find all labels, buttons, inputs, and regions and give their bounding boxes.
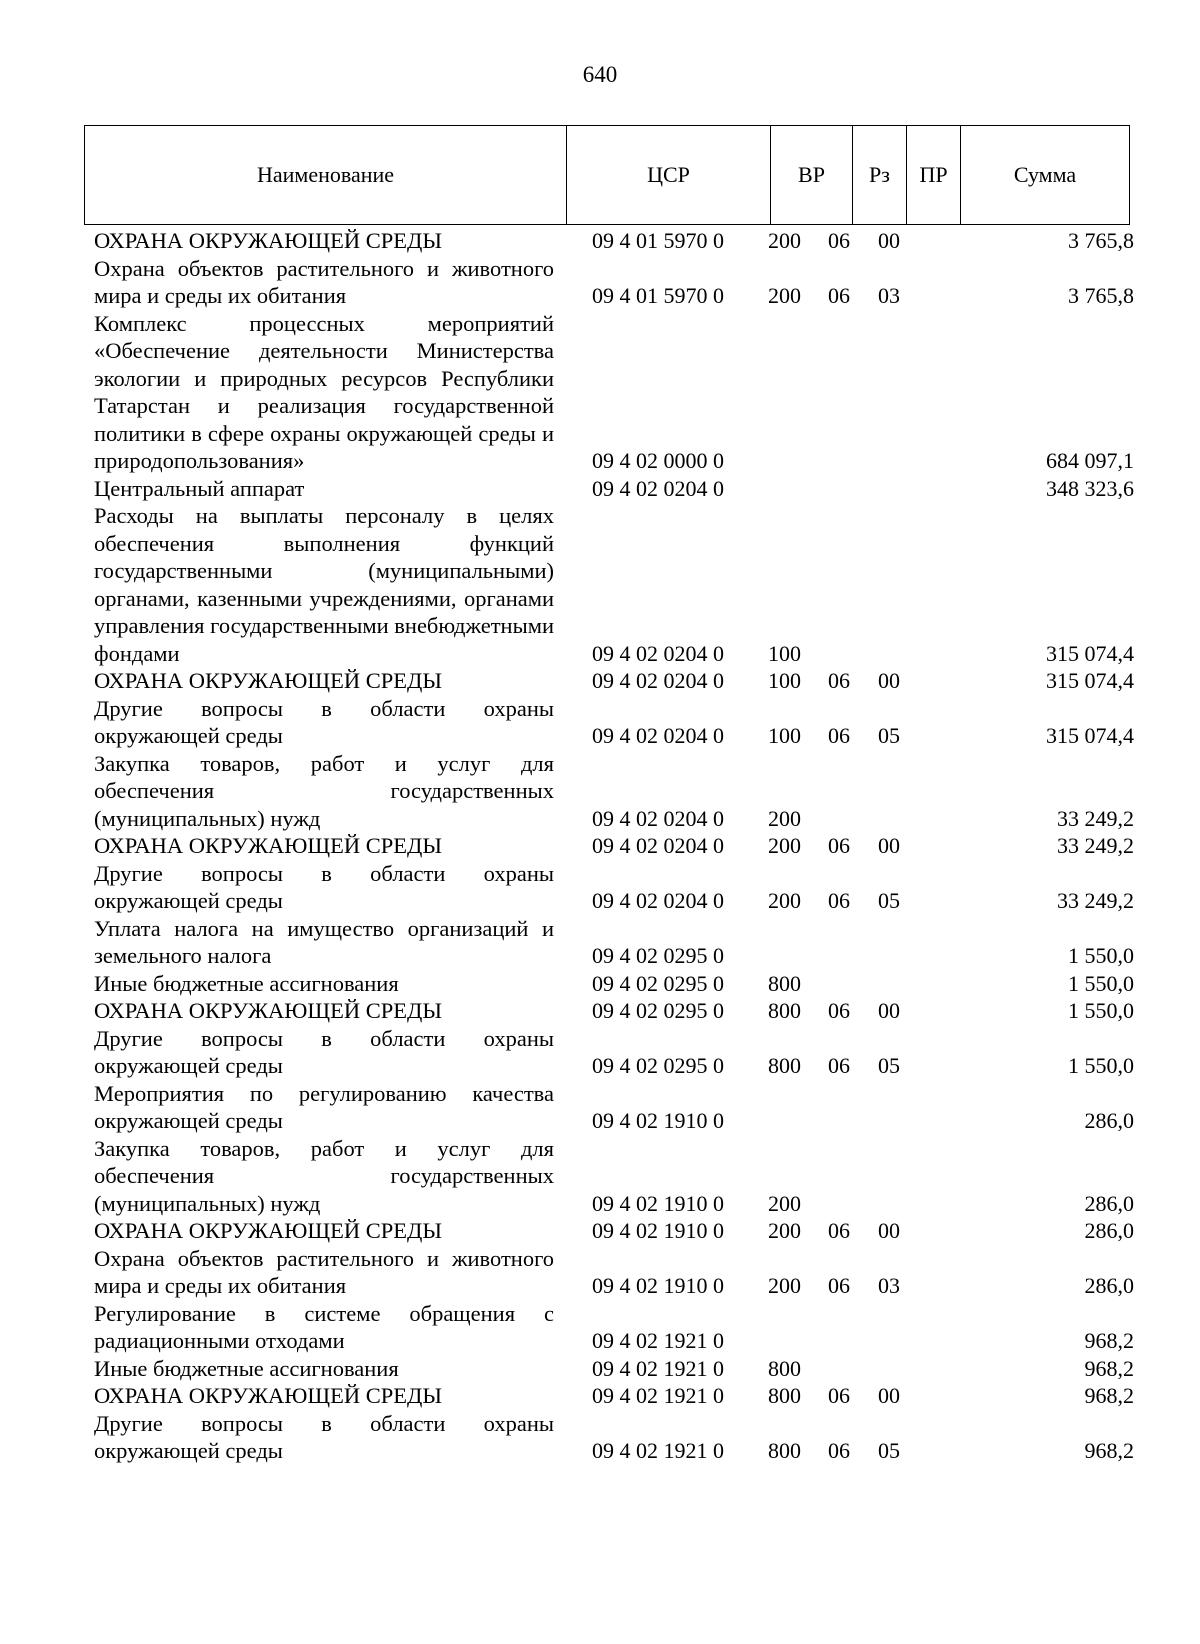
row-name: Комплекс процессных мероприятий «Обеспечение деятельности Министерства экологии и природных ресурсов Республики Татарстан и реализация государственной политики в сфере охраны окружающей среды и природопользования» (94, 310, 554, 473)
row-csr: 09 4 02 1910 0 (592, 1273, 724, 1298)
table-row (94, 997, 1154, 1025)
row-vr: 200 (768, 283, 801, 308)
row-vr: 100 (768, 723, 801, 748)
row-name: Другие вопросы в области охраны окружающей среды (94, 695, 554, 748)
row-name: Регулирование в системе обращения с радиационными отходами (94, 1300, 554, 1353)
row-name: Мероприятия по регулированию качества окружающей среды (94, 1080, 554, 1133)
row-sum: 968,2 (1084, 1383, 1134, 1408)
row-pr: 05 (878, 1053, 900, 1078)
table-row (94, 832, 1154, 860)
row-pr: 05 (878, 888, 900, 913)
header-name: Наименование (85, 126, 567, 224)
row-rz: 06 (828, 833, 850, 858)
row-pr: 00 (878, 998, 900, 1023)
row-sum: 684 097,1 (1046, 448, 1134, 473)
row-name: ОХРАНА ОКРУЖАЮЩЕЙ СРЕДЫ (94, 833, 442, 858)
row-sum: 286,0 (1084, 1218, 1134, 1243)
row-name: ОХРАНА ОКРУЖАЮЩЕЙ СРЕДЫ (94, 998, 442, 1023)
table-row (94, 1135, 1154, 1218)
row-pr: 00 (878, 833, 900, 858)
header-rz: Рз (853, 126, 907, 224)
row-rz: 06 (828, 723, 850, 748)
table-row (94, 860, 1154, 915)
row-pr: 00 (878, 228, 900, 253)
table-row (94, 255, 1154, 310)
row-sum: 1 550,0 (1068, 1053, 1134, 1078)
row-rz: 06 (828, 283, 850, 308)
table-row (94, 502, 1154, 667)
row-name: Другие вопросы в области охраны окружающей среды (94, 1025, 554, 1078)
row-sum: 33 249,2 (1057, 888, 1134, 913)
row-csr: 09 4 01 5970 0 (592, 228, 724, 253)
row-sum: 315 074,4 (1046, 668, 1134, 693)
table-row (94, 667, 1154, 695)
row-rz: 06 (828, 228, 850, 253)
row-vr: 200 (768, 805, 801, 831)
row-vr: 200 (768, 1218, 801, 1243)
header-sum: Сумма (1013, 162, 1077, 187)
row-rz: 06 (828, 998, 850, 1023)
row-name: ОХРАНА ОКРУЖАЮЩЕЙ СРЕДЫ (94, 228, 442, 253)
row-vr: 800 (768, 998, 801, 1023)
header-csr: ЦСР (567, 126, 771, 224)
table-row (94, 227, 1154, 255)
row-pr: 03 (878, 283, 900, 308)
row-sum: 968,2 (1084, 1328, 1134, 1353)
row-vr: 800 (768, 1383, 801, 1408)
row-name: Закупка товаров, работ и услуг для обеспечения государственных (муниципальных) нужд (94, 1135, 554, 1216)
table-body (94, 227, 1154, 1465)
row-sum: 1 550,0 (1068, 970, 1134, 996)
row-vr: 200 (768, 833, 801, 858)
row-csr: 09 4 02 1921 0 (592, 1355, 724, 1381)
row-csr: 09 4 02 0204 0 (592, 888, 724, 913)
row-name: ОХРАНА ОКРУЖАЮЩЕЙ СРЕДЫ (94, 1218, 442, 1243)
row-csr: 09 4 02 1921 0 (592, 1328, 724, 1353)
row-sum: 33 249,2 (1057, 833, 1134, 858)
row-csr: 09 4 01 5970 0 (592, 283, 724, 308)
row-pr: 05 (878, 723, 900, 748)
row-rz: 06 (828, 668, 850, 693)
row-vr: 800 (768, 1355, 801, 1381)
row-csr: 09 4 02 1910 0 (592, 1190, 724, 1216)
table-row (94, 1382, 1154, 1410)
row-name: Закупка товаров, работ и услуг для обеспечения государственных (муниципальных) нужд (94, 750, 554, 831)
row-csr: 09 4 02 0204 0 (592, 833, 724, 858)
row-sum: 1 550,0 (1068, 998, 1134, 1023)
row-csr: 09 4 02 0204 0 (592, 723, 724, 748)
table-row (94, 1217, 1154, 1245)
row-rz: 06 (828, 1053, 850, 1078)
row-name: Иные бюджетные ассигнования (94, 970, 399, 996)
row-name: Уплата налога на имущество организаций и земельного налога (94, 915, 554, 968)
row-pr: 03 (878, 1273, 900, 1298)
row-vr: 800 (768, 1053, 801, 1078)
row-sum: 286,0 (1084, 1108, 1134, 1133)
row-csr: 09 4 02 0204 0 (592, 475, 724, 501)
row-sum: 3 765,8 (1068, 283, 1134, 308)
table-row (94, 1300, 1154, 1355)
table-row (94, 695, 1154, 750)
row-vr: 200 (768, 228, 801, 253)
row-sum: 3 765,8 (1068, 228, 1134, 253)
row-vr: 100 (768, 640, 801, 666)
row-name: ОХРАНА ОКРУЖАЮЩЕЙ СРЕДЫ (94, 668, 442, 693)
page-number: 640 (582, 62, 618, 87)
row-csr: 09 4 02 1910 0 (592, 1218, 724, 1243)
row-sum: 968,2 (1084, 1355, 1134, 1381)
row-sum: 1 550,0 (1068, 943, 1134, 968)
row-csr: 09 4 02 0295 0 (592, 998, 724, 1023)
row-vr: 100 (768, 668, 801, 693)
row-name: Охрана объектов растительного и животного мира и среды их обитания (94, 255, 554, 308)
row-rz: 06 (828, 888, 850, 913)
row-name: Расходы на выплаты персоналу в целях обеспечения выполнения функций государственными (муниципальными) органами, казенными учреждениями, органами управления государственными внебюджетными фондами (94, 503, 554, 666)
row-pr: 00 (878, 668, 900, 693)
row-sum: 348 323,6 (1046, 475, 1134, 501)
row-name: Другие вопросы в области охраны окружающей среды (94, 1410, 554, 1463)
row-csr: 09 4 02 0204 0 (592, 668, 724, 693)
header-pr: ПР (907, 126, 961, 224)
table-row (94, 1025, 1154, 1080)
table-row (94, 970, 1154, 998)
row-sum: 968,2 (1084, 1438, 1134, 1463)
row-csr: 09 4 02 1921 0 (592, 1438, 724, 1463)
row-vr: 800 (768, 1438, 801, 1463)
row-sum: 315 074,4 (1046, 640, 1134, 666)
table-row (94, 1080, 1154, 1135)
table-row (94, 1410, 1154, 1465)
row-pr: 00 (878, 1383, 900, 1408)
row-rz: 06 (828, 1438, 850, 1463)
table-header (84, 125, 1130, 225)
row-csr: 09 4 02 1921 0 (592, 1383, 724, 1408)
table-row (94, 750, 1154, 833)
row-sum: 33 249,2 (1057, 805, 1134, 831)
row-sum: 315 074,4 (1046, 723, 1134, 748)
row-vr: 200 (768, 1273, 801, 1298)
table-row (94, 475, 1154, 503)
row-name: Охрана объектов растительного и животного мира и среды их обитания (94, 1245, 554, 1298)
table-row (94, 310, 1154, 475)
row-pr: 05 (878, 1438, 900, 1463)
row-vr: 200 (768, 888, 801, 913)
row-sum: 286,0 (1084, 1273, 1134, 1298)
row-rz: 06 (828, 1218, 850, 1243)
header-vr: ВР (771, 126, 853, 224)
row-name: Иные бюджетные ассигнования (94, 1355, 399, 1381)
row-csr: 09 4 02 1910 0 (592, 1108, 724, 1133)
row-csr: 09 4 02 0295 0 (592, 943, 724, 968)
table-row (94, 915, 1154, 970)
table-row (94, 1355, 1154, 1383)
row-name: Центральный аппарат (94, 475, 305, 501)
row-rz: 06 (828, 1273, 850, 1298)
table-row (94, 1245, 1154, 1300)
row-vr: 200 (768, 1190, 801, 1216)
row-csr: 09 4 02 0295 0 (592, 970, 724, 996)
row-csr: 09 4 02 0204 0 (592, 805, 724, 831)
row-vr: 800 (768, 970, 801, 996)
row-name: Другие вопросы в области охраны окружающей среды (94, 860, 554, 913)
row-rz: 06 (828, 1383, 850, 1408)
row-csr: 09 4 02 0204 0 (592, 640, 724, 666)
row-pr: 00 (878, 1218, 900, 1243)
row-csr: 09 4 02 0295 0 (592, 1053, 724, 1078)
row-name: ОХРАНА ОКРУЖАЮЩЕЙ СРЕДЫ (94, 1383, 442, 1408)
row-sum: 286,0 (1084, 1190, 1134, 1216)
row-csr: 09 4 02 0000 0 (592, 448, 724, 473)
